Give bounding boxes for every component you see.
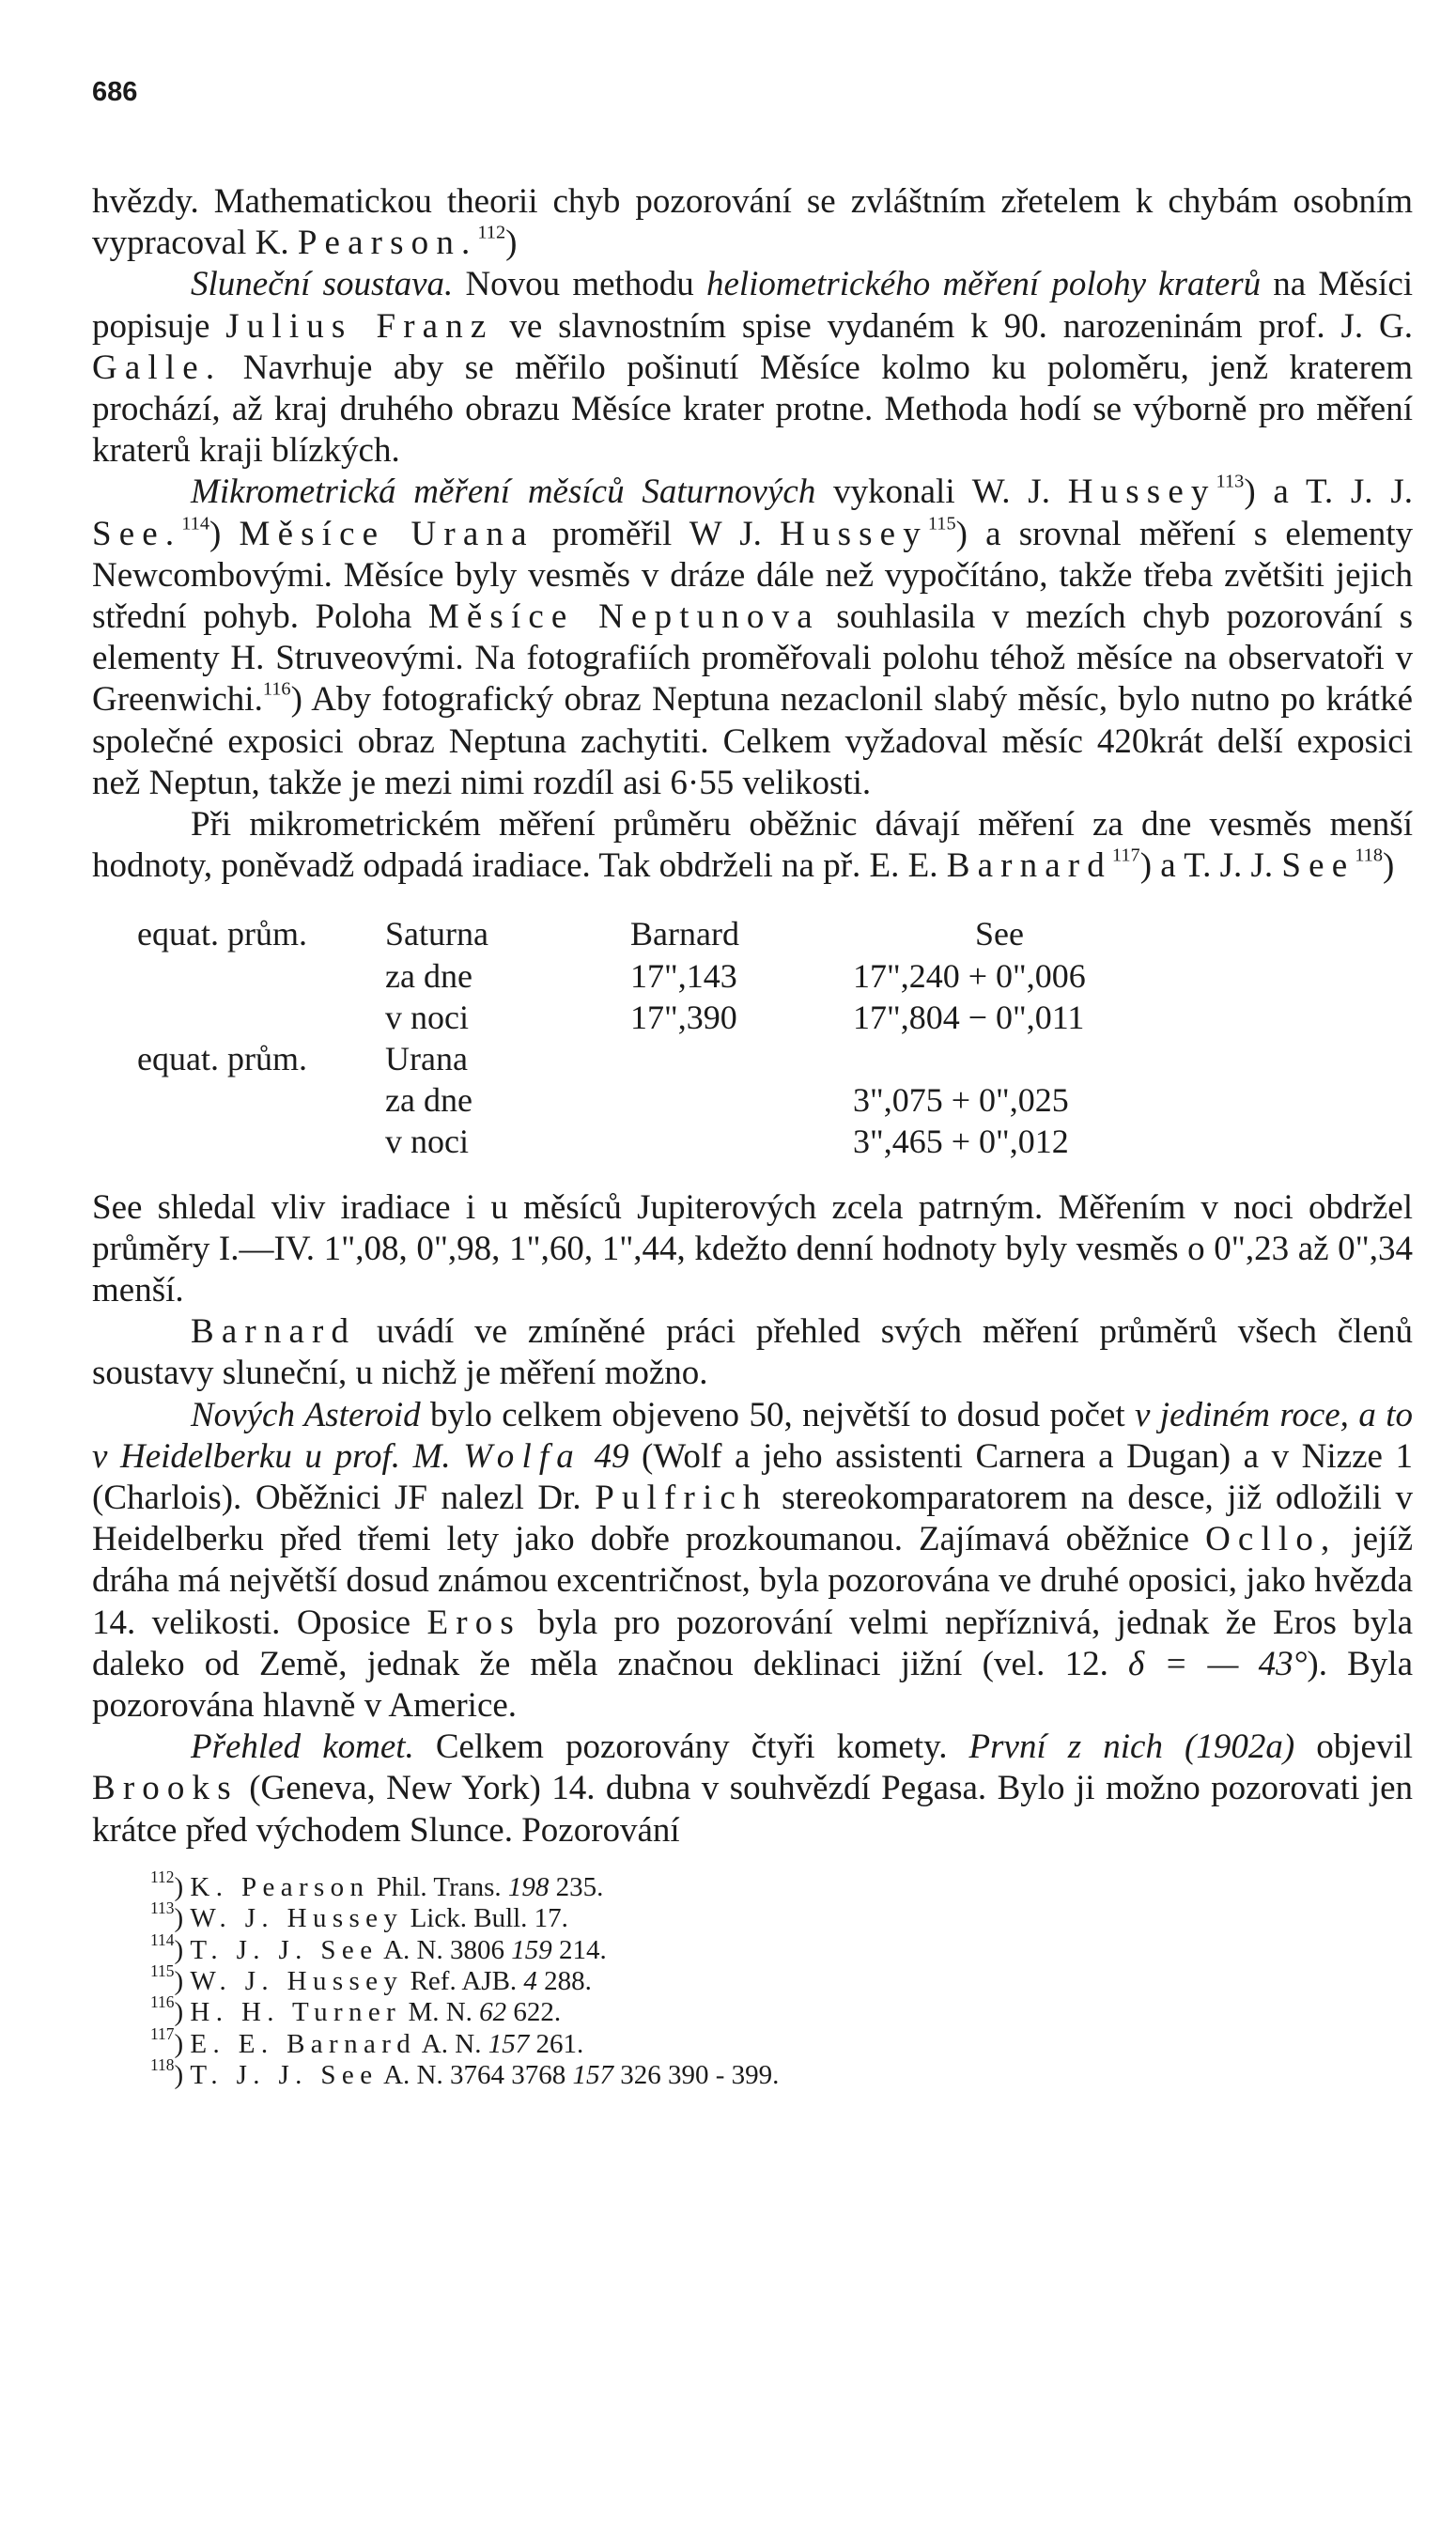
author-name: Pearson.	[297, 224, 478, 263]
paragraph-satellites: Mikrometrická měření měsíců Saturnových vykonali W. J. Hussey$^{113}$) a T. J. J. See.$^{114}$) Měsíce Urana proměřil W J. Hussey$^{115}$) a srovnal měření s elementy Newcombovými. Měsíce byly vesměs v dráze dále než vypočítáno, takže třeba zvětšiti jejich střední pohyb. Poloha Měsíce Neptunova souhlasila v mezích chyb pozorování s elementy H. Struveovými. Na fotografiích proměřovali polohu téhož měsíce na observatoři v Greenwichi.$^{116}$) Aby fotografický obraz Neptuna nezaclonil slabý měsíc, bylo nutno po krátké společné exposici obraz Neptuna zachytiti. Celkem vyžadoval měsíc 420krát delší exposici než Neptun, takže je mezi nimi rozdíl asi 6·55 velikosti.	[92, 472, 1414, 802]
author-name: See.	[92, 514, 182, 553]
paragraph-barnard: Barnard uvádí ve zmíněné práci přehled svých měření průměrů všech členů soustavy sluneční, u nichž je měření možno.	[92, 1312, 1413, 1393]
author-name: Wolfa	[463, 1436, 581, 1476]
footnote: $^{117}$) E. E. Barnard A. N. 157 261.	[150, 2023, 584, 2059]
paragraph-pearson: hvězdy. Mathematickou theorii chyb pozorování se zvláštním zřetelem k chybám osobním vypracoval K. Pearson.$^{112}$)	[92, 182, 1413, 263]
footnote: $^{115}$) W. J. Hussey Ref. AJB. 4 288.	[150, 1961, 592, 1997]
footnote-ref: 117	[1111, 844, 1140, 866]
author-name: Julius Franz	[225, 306, 494, 346]
author-name: Barnard	[191, 1312, 357, 1352]
footnote-ref: 112	[477, 222, 506, 243]
footnote: $^{116}$) H. H. Turner M. N. 62 622.	[150, 1992, 562, 2028]
footnote: $^{113}$) W. J. Hussey Lick. Bull. 17.	[150, 1898, 568, 1934]
table-row: equat. prům. Urana	[137, 1040, 468, 1078]
table-row: v noci 17",390 17",804 − 0",011	[385, 998, 1085, 1036]
footnote-ref: 116	[262, 679, 291, 701]
footnote: $^{118}$) T. J. J. See A. N. 3764 3768 157 326 390 - 399.	[150, 2055, 780, 2091]
table-row: v noci 3",465 + 0",012	[385, 1123, 1069, 1161]
author-name: Galle.	[92, 348, 223, 387]
footnote-ref: 118	[1355, 844, 1384, 866]
author-name: Brooks	[92, 1769, 239, 1808]
section-heading: Nových Asteroid	[191, 1395, 421, 1434]
measurement-table	[92, 913, 1413, 1162]
footnote-ref: 113	[1216, 472, 1245, 493]
paragraph-jupiter: See shledal vliv iradiace i u měsíců Jupiterových zcela patrným. Měřením v noci obdržel průměry I.—IV. 1",08, 0",98, 1",60, 1",44, kdežto denní hodnoty byly vesměs o 0",23 až 0",34 menší.	[92, 1187, 1413, 1309]
section-heading: Sluneční soustava.	[191, 265, 454, 304]
emphasis: Ocllo,	[1205, 1520, 1338, 1559]
emphasis: Měsíce Neptunova	[427, 597, 820, 637]
footnote-ref: 114	[181, 513, 209, 535]
emphasis: Měsíce Urana	[239, 514, 534, 553]
body-text	[92, 181, 1413, 1852]
paragraph-solar-system: Sluneční soustava. Novou methodu heliometrického měření polohy kraterů na Měsíci popisuje Julius Franz ve slavnostním spise vydaném k 90. narozeninám prof. J. G. Galle. Navrhuje aby se měřilo pošinutí Měsíce kolmo ku poloměru, jenž kraterem prochází, až kraj druhého obrazu Měsíce krater protne. Methoda hodí se výborně pro měření kraterů kraji blízkých.	[92, 265, 1414, 471]
author-name: Pulfrich	[595, 1479, 768, 1517]
table-header: equat. prům. Saturna Barnard See	[137, 915, 1024, 953]
footnote: $^{112}$) K. Pearson Phil. Trans. 198 235.	[150, 1867, 604, 1902]
table-row: za dne 17",143 17",240 + 0",006	[385, 956, 1086, 995]
table-row: za dne 3",075 + 0",025	[385, 1081, 1069, 1120]
paragraph-comets: Přehled komet. Celkem pozorovány čtyři komety. První z nich (1902a) objevil Brooks (Geneva, New York) 14. dubna v souhvězdí Pegasa. Bylo ji možno pozorovati jen krátce před východem Slunce. Pozorování	[92, 1728, 1413, 1850]
page	[92, 77, 1413, 2092]
author-name: Hussey	[1067, 473, 1216, 512]
author-name: Barnard	[946, 846, 1112, 886]
section-heading: Přehled komet.	[191, 1728, 414, 1767]
emphasis: Eros	[426, 1603, 521, 1642]
paragraph-asteroids: Nových Asteroid bylo celkem objeveno 50, největší to dosud počet v jediném roce, a to v Heidelberku u prof. M. Wolfa 49 (Wolf a jeho assistenti Carnera a Dugan) a v Nizze 1 (Charlois). Oběžnici JF nalezl Dr. Pulfrich stereokomparatorem na desce, již odložili v Heidelberku před třemi lety jako dobře prozkoumanou. Zajímavá oběžnice Ocllo, jejíž dráha má největší dosud známou excentričnost, byla pozorována ve druhé oposici, jako hvězda 14. velikosti. Oposice Eros byla pro pozorování velmi nepříznivá, jednak že Eros byla daleko od Země, jednak že měla značnou deklinaci jižní (vel. 12. δ = — 43°). Byla pozorována hlavně v Americe.	[92, 1395, 1414, 1726]
footnote: $^{114}$) T. J. J. See A. N. 3806 159 214.	[150, 1929, 607, 1965]
paragraph-diameters: Při mikrometrickém měření průměru oběžnic dávají měření za dne vesměs menší hodnoty, poněvadž odpadá iradiace. Tak obdrželi na př. E. E. Barnard$^{117}$) a T. J. J. See$^{118}$)	[92, 805, 1413, 886]
footnote-ref: 115	[927, 513, 956, 535]
section-heading: Mikrometrická měření měsíců Saturnových	[191, 473, 816, 512]
author-name: See	[1281, 846, 1355, 886]
footnotes	[92, 1867, 1413, 2092]
author-name: Hussey	[780, 514, 928, 553]
page-number: 686	[92, 77, 138, 107]
